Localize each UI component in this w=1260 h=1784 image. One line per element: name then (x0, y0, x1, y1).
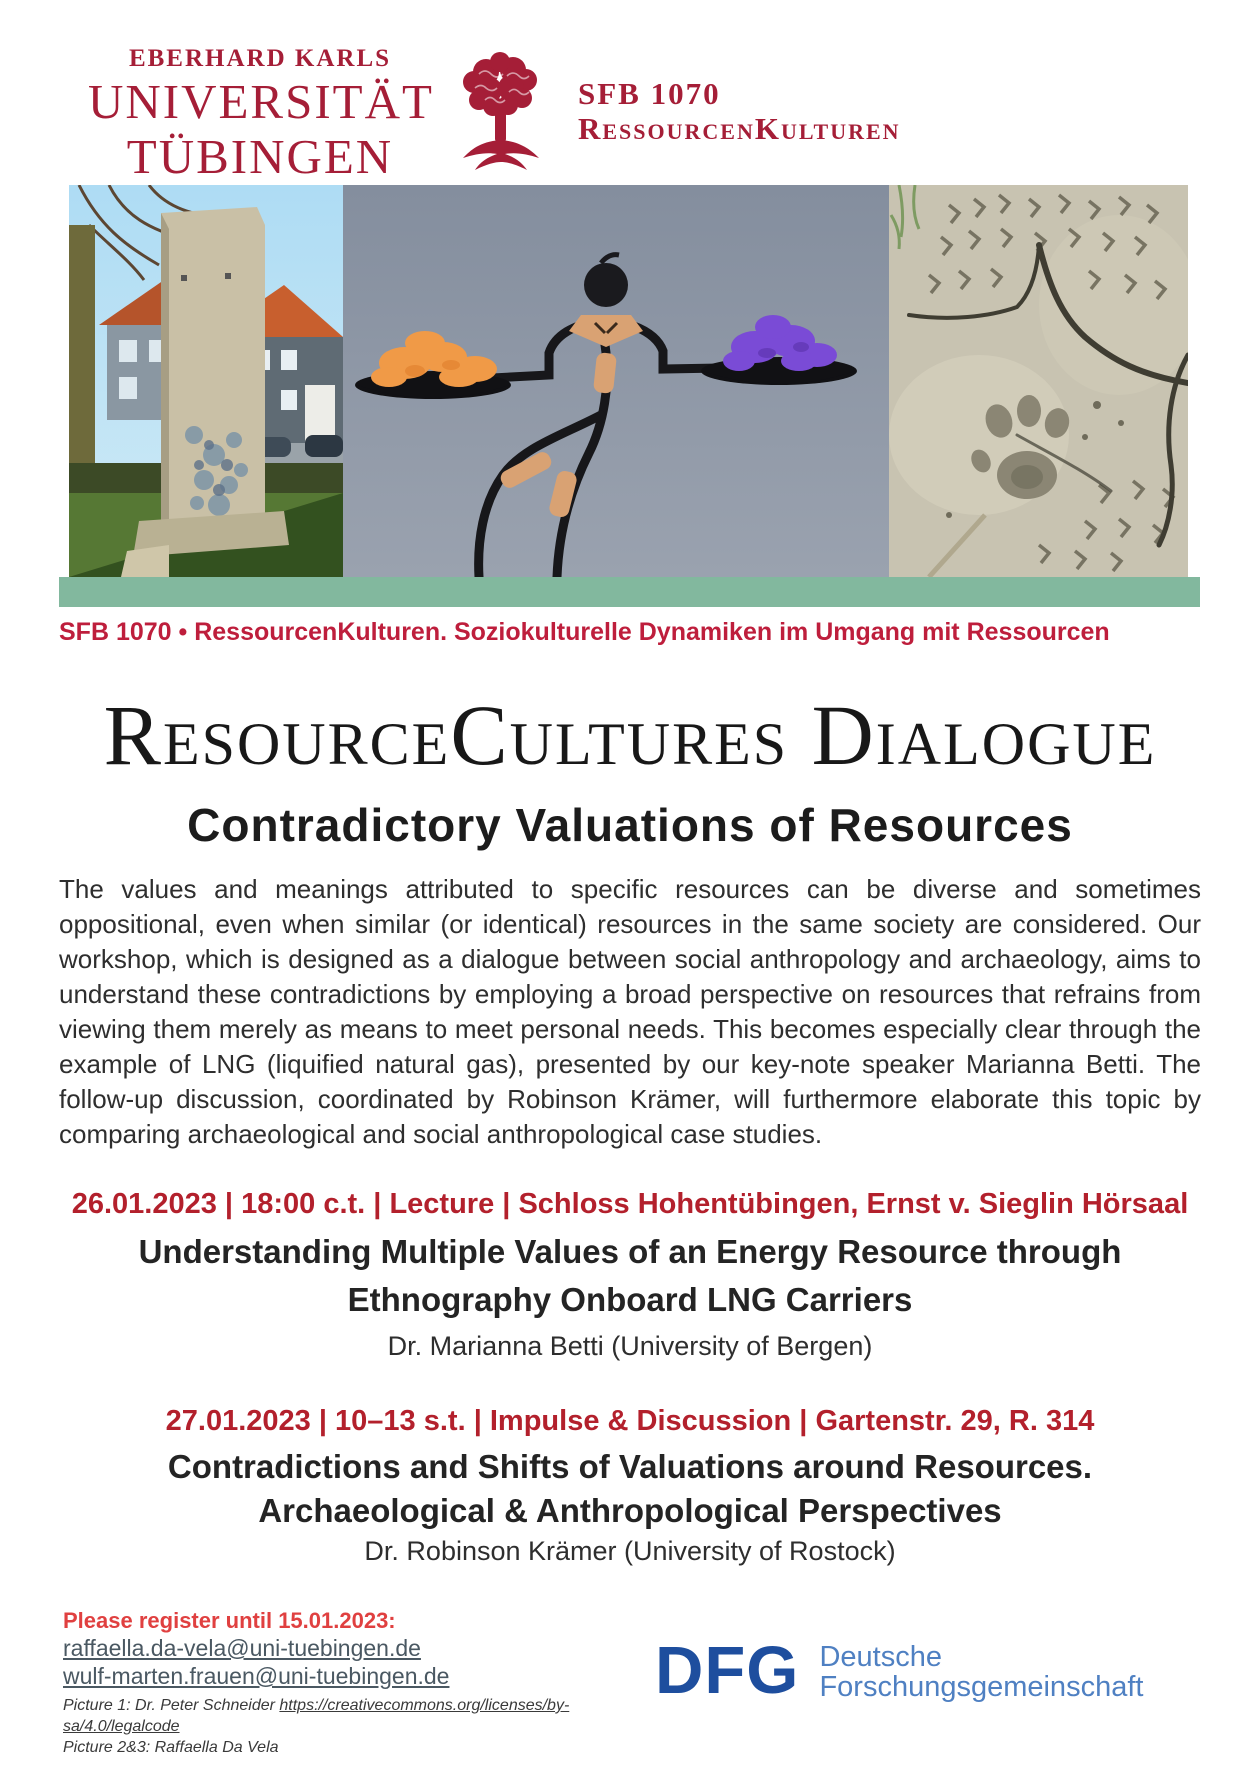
cracked-earth-photo-illustration (889, 185, 1188, 577)
registration-block (63, 1607, 623, 1758)
university-tuebingen-wordmark (88, 44, 432, 184)
green-divider-band (59, 577, 1200, 607)
dfg-acronym: DFG (655, 1633, 800, 1708)
photo-berlin-wall-segment (69, 185, 343, 577)
event2-speaker: Dr. Robinson Krämer (University of Rostock) (364, 1536, 896, 1566)
dfg-logo (655, 1633, 1144, 1708)
balance-figure-photo-illustration (343, 185, 889, 577)
event1-meta: 26.01.2023 | 18:00 c.t. | Lecture | Schloss Hohentübingen, Ernst v. Sieglin Hörsaal (71, 1188, 1189, 1220)
intro-paragraph: The values and meanings attributed to specific resources can be diverse and sometimes oppositional, even when similar (or identical) resources in the same society are considered. Our workshop, which is designed as a dialogue between social anthropology and archaeology, aims to understand these contradictions by employing a broad perspective on resources that refrains from viewing them merely as means to meet personal needs. This becomes especially clear through the example of LNG (liquified natural gas), presented by our key-note speaker Marianna Betti. The follow-up discussion, coordinated by Robinson Krämer, will furthermore elaborate this topic by comparing archaeological and social anthropological case studies. (59, 874, 1201, 1149)
photo-balance-scale-figure (343, 185, 889, 577)
event2-title-line2: Archaeological & Anthropological Perspectives (258, 1492, 1002, 1529)
sfb-wordmark-line1: SFB 1070 (578, 76, 721, 111)
credit1-text: Picture 1: Dr. Peter Schneider (63, 1697, 280, 1714)
event2-meta: 27.01.2023 | 10–13 s.t. | Impulse & Discussion | Gartenstr. 29, R. 314 (165, 1405, 1095, 1437)
event2-title-line1: Contradictions and Shifts of Valuations around Resources. (167, 1448, 1093, 1485)
dfg-name-line2: Forschungsgemeinschaft (819, 1671, 1144, 1703)
sfb1070-tree-logo-icon (449, 50, 553, 174)
university-wordmark-line1: EBERHARD KARLS (128, 45, 392, 72)
banner-caption: SFB 1070 • RessourcenKulturen. Soziokulturelle Dynamiken im Umgang mit Ressourcen (59, 618, 1110, 646)
credit2-text: Picture 2&3: Raffaella Da Vela (63, 1739, 279, 1756)
sfb-wordmark-line2: RessourcenKulturen (578, 111, 901, 146)
cc-license-link[interactable]: https://creativecommons.org/licenses/by-sa/4.0/legalcode (63, 1697, 570, 1735)
photo-cracked-earth (889, 185, 1188, 577)
dfg-name-line1: Deutsche (819, 1641, 942, 1673)
event1-title-line1: Understanding Multiple Values of an Energy Resource through (138, 1233, 1122, 1270)
email-link-raffaella[interactable]: raffaella.da-vela@uni-tuebingen.de (63, 1635, 421, 1661)
university-wordmark-line2: UNIVERSITÄT (88, 74, 434, 129)
dfg-name (819, 1638, 1143, 1702)
tree-icon (449, 50, 553, 174)
picture-credits (63, 1695, 623, 1758)
university-wordmark-line3: TÜBINGEN (126, 129, 394, 184)
register-label: Please register until 15.01.2023: (63, 1608, 396, 1633)
sfb1070-wordmark (578, 76, 901, 147)
berlin-wall-photo-illustration (69, 185, 343, 577)
event1-title-line2: Ethnography Onboard LNG Carriers (347, 1281, 913, 1318)
event1-speaker: Dr. Marianna Betti (University of Bergen) (387, 1331, 873, 1361)
page-subtitle: Contradictory Valuations of Resources (187, 799, 1073, 851)
email-link-wulf-marten[interactable]: wulf-marten.frauen@uni-tuebingen.de (63, 1663, 450, 1689)
page-title: ResourceCultures Dialogue (103, 687, 1157, 783)
